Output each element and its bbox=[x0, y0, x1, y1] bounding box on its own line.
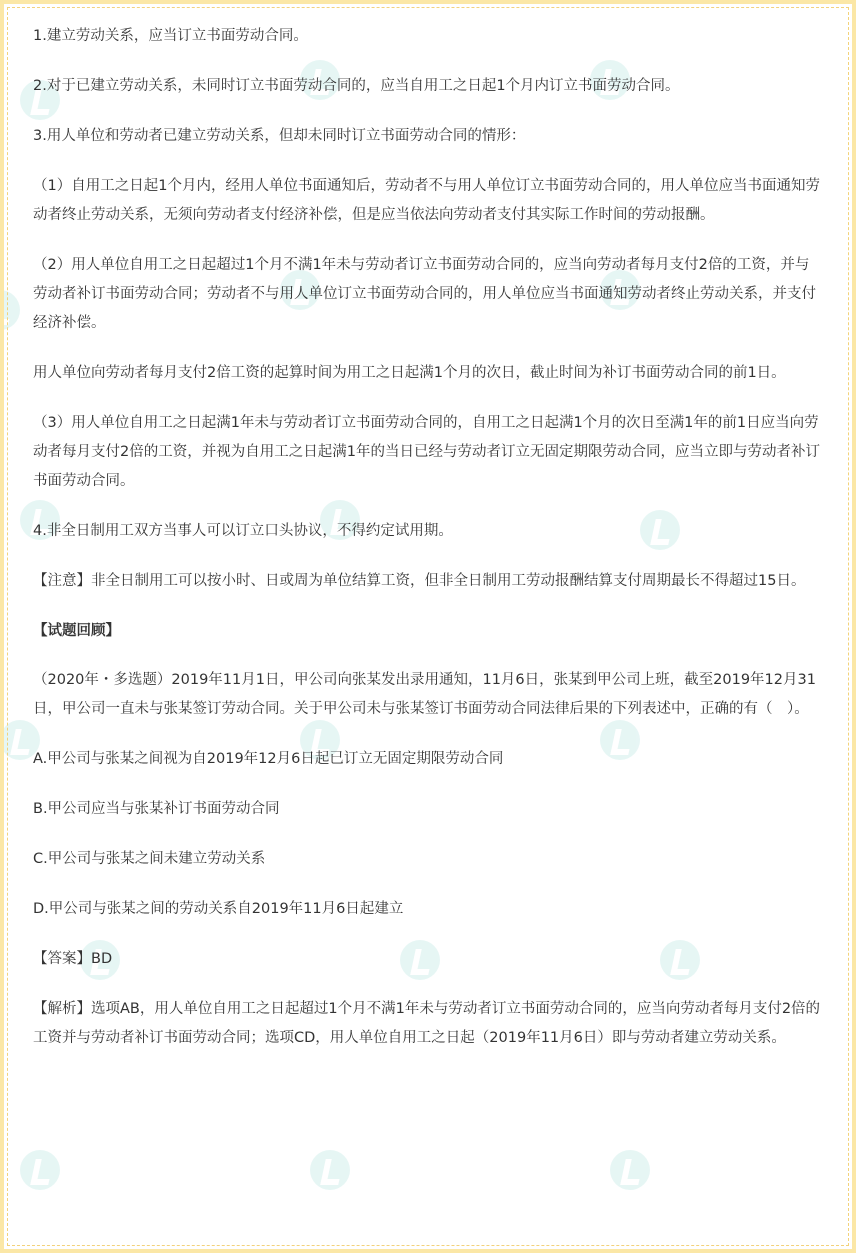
paragraph-2: 2.对于已建立劳动关系，未同时订立书面劳动合同的，应当自用工之日起1个月内订立书面劳动合同。 bbox=[33, 78, 680, 94]
paragraph-4: （1）自用工之日起1个月内，经用人单位书面通知后，劳动者不与用人单位订立书面劳动合同的，用人单位应当书面通知劳动者终止劳动关系，无须向劳动者支付经济补偿，但是应当依法向劳动者支付其实际工作时间的劳动报酬。 bbox=[33, 178, 820, 223]
watermark-logo-icon bbox=[610, 1150, 650, 1190]
watermark-logo-icon bbox=[20, 1150, 60, 1190]
watermark-tile bbox=[20, 1110, 210, 1220]
question-text: （2020年・多选题）2019年11月1日，甲公司向张某发出录用通知，11月6日，张某到甲公司上班，截至2019年12月31日，甲公司一直未与张某签订劳动合同。关于甲公司未与张某签订书面劳动合同法律后果的下列表述中，正确的有（ ）。 bbox=[33, 672, 816, 717]
paragraph-7: （3）用人单位自用工之日起满1年未与劳动者订立书面劳动合同的，自用工之日起满1个月的次日至满1年的前1日应当向劳动者每月支付2倍的工资，并视为自用工之日起满1年的当日已经与劳动者订立无固定期限劳动合同，应当立即与劳动者补订书面劳动合同。 bbox=[33, 415, 820, 489]
paragraph-6: 用人单位向劳动者每月支付2倍工资的起算时间为用工之日起满1个月的次日，截止时间为补订书面劳动合同的前1日。 bbox=[33, 365, 786, 381]
option-d: D.甲公司与张某之间的劳动关系自2019年11月6日起建立 bbox=[33, 901, 404, 917]
analysis-text: 【解析】选项AB，用人单位自用工之日起超过1个月不满1年未与劳动者订立书面劳动合同的，应当向劳动者每月支付2倍的工资并与劳动者补订书面劳动合同；选项CD，用人单位自用工之日起（2019年11月6日）即与劳动者建立劳动关系。 bbox=[33, 1001, 821, 1046]
paragraph-8: 4.非全日制用工双方当事人可以订立口头协议，不得约定试用期。 bbox=[33, 523, 453, 539]
article-body bbox=[33, 22, 823, 1074]
watermark-tile bbox=[310, 1110, 500, 1220]
watermark-tile bbox=[610, 1110, 800, 1220]
paragraph-1: 1.建立劳动关系，应当订立书面劳动合同。 bbox=[33, 28, 308, 44]
paragraph-5: （2）用人单位自用工之日起超过1个月不满1年未与劳动者订立书面劳动合同的，应当向劳动者每月支付2倍的工资，并与劳动者补订书面劳动合同；劳动者不与用人单位订立书面劳动合同的，用人单位应当书面通知劳动者终止劳动关系，并支付经济补偿。 bbox=[33, 257, 816, 331]
option-b: B.甲公司应当与张某补订书面劳动合同 bbox=[33, 801, 280, 817]
review-heading: 【试题回顾】 bbox=[33, 623, 120, 639]
answer-text: 【答案】BD bbox=[33, 951, 113, 967]
option-a: A.甲公司与张某之间视为自2019年12月6日起已订立无固定期限劳动合同 bbox=[33, 751, 504, 767]
option-c: C.甲公司与张某之间未建立劳动关系 bbox=[33, 851, 266, 867]
paragraph-3: 3.用人单位和劳动者已建立劳动关系，但却未同时订立书面劳动合同的情形： bbox=[33, 128, 526, 144]
watermark-logo-icon bbox=[0, 290, 20, 330]
note-paragraph: 【注意】非全日制用工可以按小时、日或周为单位结算工资，但非全日制用工劳动报酬结算支付周期最长不得超过15日。 bbox=[33, 573, 806, 589]
watermark-logo-icon bbox=[310, 1150, 350, 1190]
